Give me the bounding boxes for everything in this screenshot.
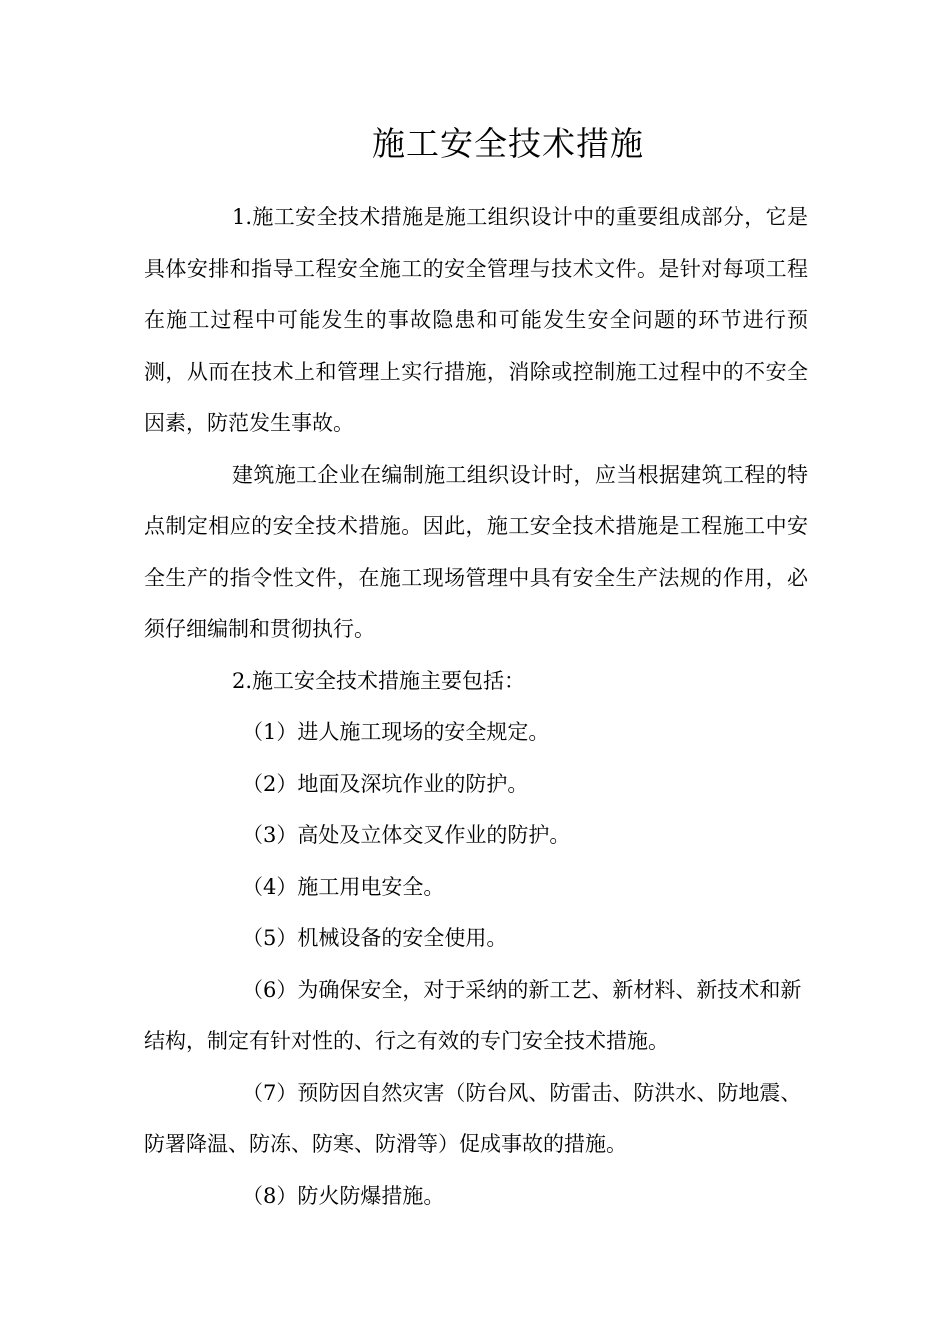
- paragraph-contents-heading: 2.施工安全技术措施主要包括：: [232, 668, 526, 693]
- list-item: （8）防火防爆措施。: [242, 1183, 445, 1208]
- list-item: （2）地面及深坑作业的防护。: [242, 771, 529, 796]
- document-title: 施工安全技术措施: [372, 124, 644, 163]
- list-item: （7）预防因自然灾害（防台风、防雷击、防洪水、防地震、防署降温、防冻、防寒、防滑等）促成事故的措施。: [144, 1080, 802, 1156]
- list-item: （1）进人施工现场的安全规定。: [242, 720, 550, 744]
- list-item: （5）机械设备的安全使用。: [242, 926, 508, 950]
- list-item: （6）为确保安全，对于采纳的新工艺、新材料、新技术和新结构，制定有针对性的、行之有效的专门安全技术措施。: [144, 977, 802, 1053]
- document-body: [144, 192, 808, 1222]
- paragraph-importance: 建筑施工企业在编制施工组织设计时，应当根据建筑工程的特点制定相应的安全技术措施。因此，施工安全技术措施是工程施工中安全生产的指令性文件，在施工现场管理中具有安全生产法规的作用，必须仔细编制和贯彻执行。: [144, 462, 808, 641]
- list-item: （4）施工用电安全。: [242, 874, 445, 899]
- list-item: （3）高处及立体交叉作业的防护。: [242, 823, 571, 847]
- paragraph-definition: 1.施工安全技术措施是施工组织设计中的重要组成部分，它是具体安排和指导工程安全施工的安全管理与技术文件。是针对每项工程在施工过程中可能发生的事故隐患和可能发生安全问题的环节进行预测，从而在技术上和管理上实行措施，消除或控制施工过程中的不安全因素，防范发生事故。: [144, 205, 808, 435]
